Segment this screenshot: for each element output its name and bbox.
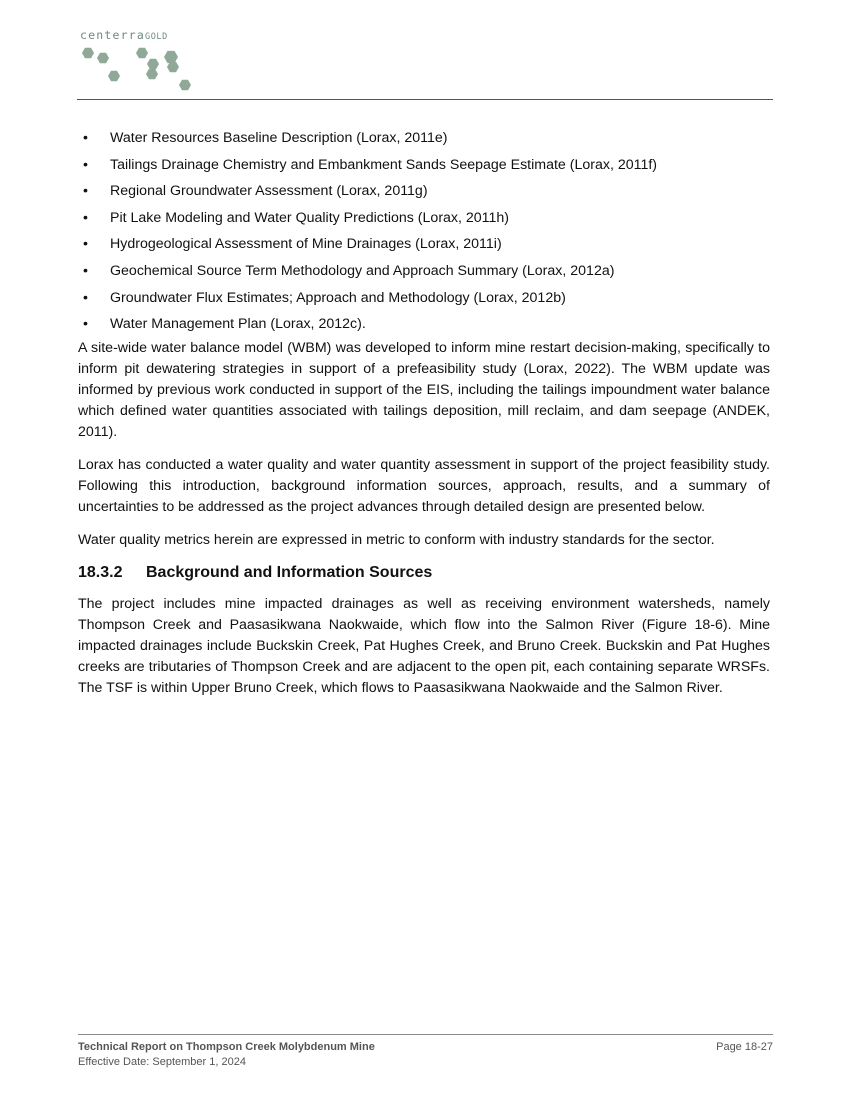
reference-list [78, 128, 770, 338]
bullet-icon: • [83, 316, 88, 333]
list-item [78, 314, 770, 338]
page-header [77, 28, 773, 100]
list-item-text: Groundwater Flux Estimates; Approach and Methodology (Lorax, 2012b) [110, 289, 566, 306]
bullet-icon: • [83, 130, 88, 146]
list-item-text: Water Management Plan (Lorax, 2012c). [110, 316, 366, 333]
bullet-icon: • [83, 209, 88, 226]
page-number: Page 18-27 [716, 1041, 773, 1053]
list-item [78, 181, 770, 208]
page-footer [78, 1034, 773, 1070]
list-item-text: Pit Lake Modeling and Water Quality Predictions (Lorax, 2011h) [110, 209, 510, 226]
list-item [78, 261, 770, 288]
list-item [78, 155, 770, 182]
paragraph-wbm: A site-wide water balance model (WBM) was developed to inform mine restart decision-making, specifically to inform pit dewatering strategies in support of a prefeasibility study (Lorax, 2022). The WBM update was informed by previous work conducted in support of the EIS, including the tailings impoundment water balance which defined water quantities associated with tailings deposition, mill reclaim, and dam seepage (ANDEK, 2011). [78, 340, 770, 441]
paragraph-metrics: Water quality metrics herein are expressed in metric to conform with industry standards for the sector. [78, 532, 715, 549]
bullet-icon: • [83, 262, 88, 279]
list-item [78, 208, 770, 235]
page-body [78, 128, 770, 711]
list-item-text: Tailings Drainage Chemistry and Embankment Sands Seepage Estimate (Lorax, 2011f) [110, 156, 658, 173]
list-item-text: Water Resources Baseline Description (Lorax, 2011e) [110, 130, 448, 146]
section-heading [78, 563, 770, 583]
paragraph-lorax-assessment: Lorax has conducted a water quality and water quantity assessment in support of the project feasibility study. Following this introduction, background information sources, approach, results, and a summary of uncertainties to be addressed as the project advances through detailed design are presented below. [78, 457, 770, 516]
bullet-icon: • [83, 156, 88, 173]
list-item-text: Hydrogeological Assessment of Mine Drainages (Lorax, 2011i) [110, 236, 502, 253]
bullet-icon: • [83, 183, 88, 200]
paragraph-background: The project includes mine impacted drainages as well as receiving environment watersheds, namely Thompson Creek and Paasasikwana Naokwaide, which flow into the Salmon River (Figure 18-6). Mine impacted drainages include Buckskin Creek, Pat Hughes Creek, and Bruno Creek. Buckskin and Pat Hughes creeks are tributaries of Thompson Creek and are adjacent to the open pit, each containing separate WRSFs. The TSF is within Upper Bruno Creek, which flows to Paasasikwana Naokwaide and the Salmon River. [78, 596, 770, 697]
list-item-text: Geochemical Source Term Methodology and Approach Summary (Lorax, 2012a) [110, 262, 615, 279]
section-title: Background and Information Sources [146, 564, 433, 582]
logo-wordmark [80, 28, 168, 42]
logo-text-accent: GOLD [145, 32, 168, 42]
section-number: 18.3.2 [78, 564, 123, 582]
bullet-icon: • [83, 289, 88, 306]
list-item [78, 128, 770, 155]
bullet-icon: • [83, 236, 88, 253]
list-item [78, 234, 770, 261]
list-item [78, 288, 770, 315]
centerra-gold-logo [80, 28, 210, 96]
list-item-text: Regional Groundwater Assessment (Lorax, 2011g) [110, 183, 428, 200]
hexagon-cluster-icon [80, 44, 200, 96]
footer-report-title: Technical Report on Thompson Creek Molybdenum Mine [78, 1041, 375, 1053]
footer-effective-date: Effective Date: September 1, 2024 [78, 1056, 246, 1068]
logo-text-main: centerra [80, 28, 145, 42]
